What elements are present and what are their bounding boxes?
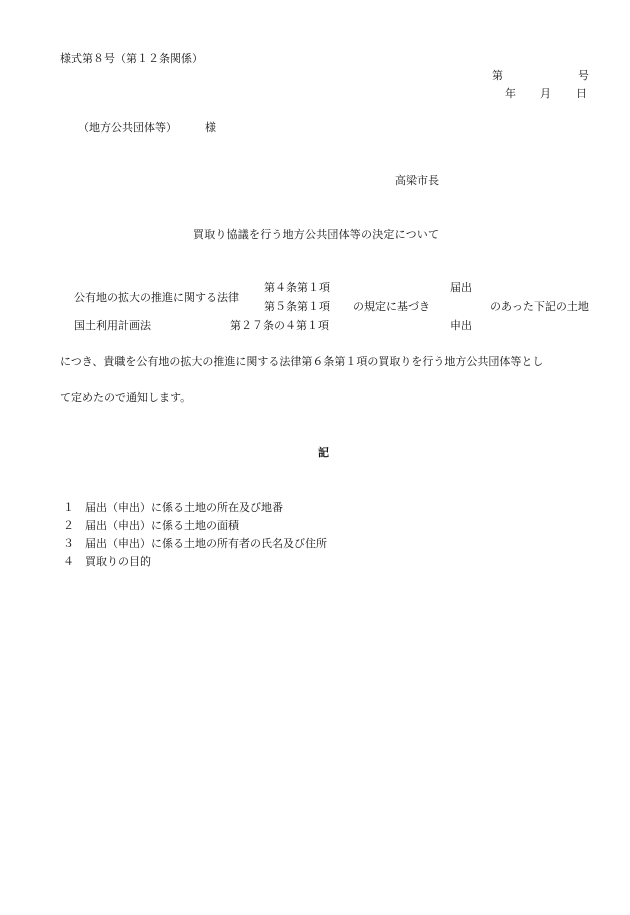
document-number-suffix: 号	[578, 69, 589, 82]
list-item-number: １	[63, 501, 74, 514]
list-item-text: 届出（申出）に係る土地の所有者の氏名及び住所	[85, 537, 327, 550]
list-item-text: 届出（申出）に係る土地の所在及び地番	[85, 501, 283, 514]
based-on-text: の規定に基づき	[353, 300, 430, 313]
sender-name: 高梁市長	[395, 174, 439, 187]
addressee-name: （地方公共団体等）	[78, 121, 177, 134]
ki-heading: 記	[318, 446, 329, 459]
list-item	[63, 538, 327, 549]
date-year: 年	[505, 87, 516, 100]
article-ref-2: 第５条第１項	[264, 300, 330, 313]
list-item-number: ２	[63, 519, 74, 532]
addressee-honorific: 様	[205, 121, 216, 134]
form-label: 様式第８号（第１２条関係）	[60, 52, 203, 65]
list-item-number: ４	[63, 555, 74, 568]
law-name-1: 公有地の拡大の推進に関する法律	[74, 291, 239, 304]
document-title: 買取り協議を行う地方公共団体等の決定について	[193, 228, 440, 241]
notify-type-2: 申出	[450, 319, 472, 332]
body-continuation: のあった下記の土地	[490, 300, 589, 313]
list-item-text: 届出（申出）に係る土地の面積	[85, 519, 239, 532]
article-ref-3: 第２７条の４第１項	[230, 319, 329, 332]
notify-type-1: 届出	[450, 281, 472, 294]
article-ref-1: 第４条第１項	[264, 281, 330, 294]
body-line-2: につき、貴職を公有地の拡大の推進に関する法律第６条第１項の買取りを行う地方公共団体等とし	[60, 355, 544, 368]
list-item-number: ３	[63, 537, 74, 550]
law-name-2: 国土利用計画法	[74, 319, 151, 332]
list-item	[63, 520, 239, 531]
document-number-prefix: 第	[492, 69, 503, 82]
list-item-text: 買取りの目的	[85, 555, 151, 568]
date-month: 月	[540, 87, 551, 100]
list-item	[63, 502, 283, 513]
body-line-3: て定めたので通知します。	[60, 391, 192, 404]
list-item	[63, 556, 151, 567]
date-day: 日	[576, 87, 587, 100]
